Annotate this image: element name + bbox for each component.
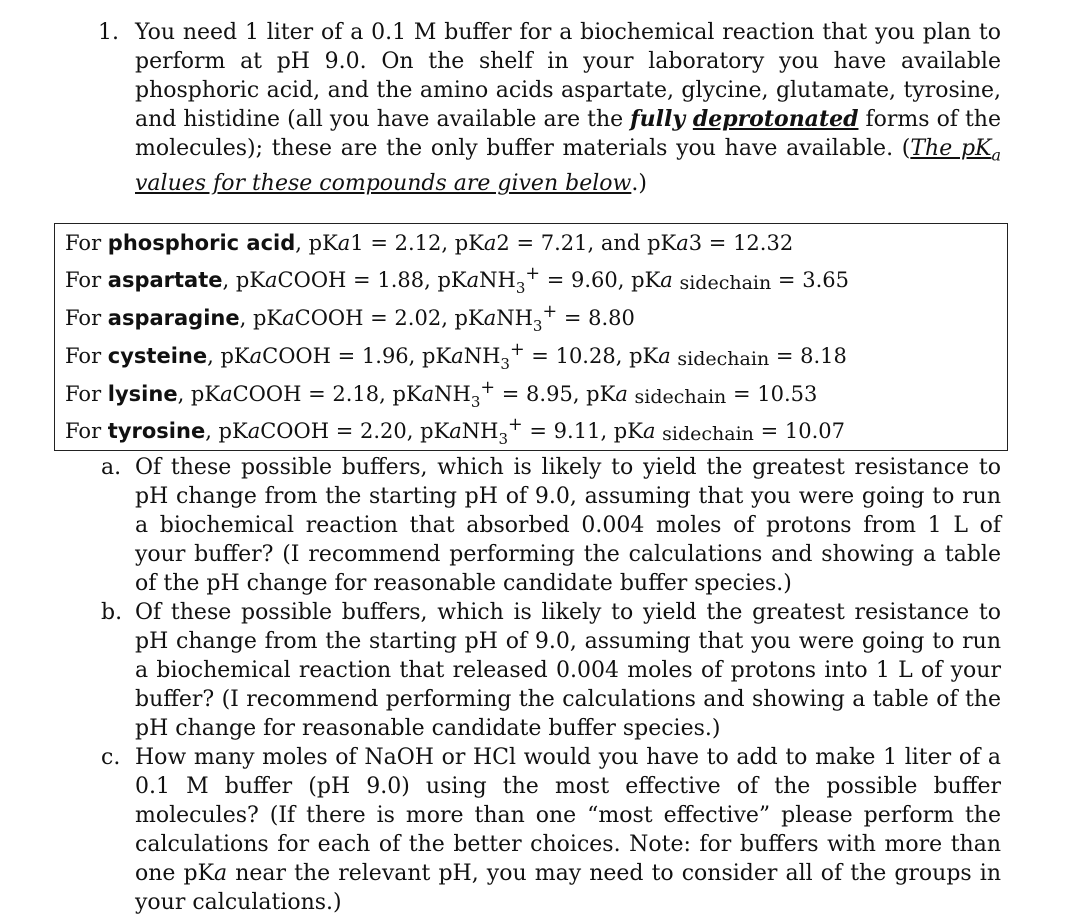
pka2-value: 7.21: [540, 231, 588, 255]
question-number: 1.: [98, 20, 119, 45]
pka-nh3-label: pKaNH$_3$+: [420, 415, 523, 448]
pka-row-aspartate: For aspartate, pKaCOOH = 1.88, pKaNH$_3$+ = 9.60, pKa sidechain = 3.65: [65, 264, 849, 297]
question-text-part-3: .): [631, 171, 647, 197]
pka-row-phosphoric-acid: For phosphoric acid, pKa1 = 2.12, pKa2 = 7.21, and pKa3 = 12.32: [65, 231, 794, 255]
part-c-text: How many moles of NaOH or HCl would you have to add to make 1 liter of a 0.1 M buffer (pH 9.0) using the most effective of the possible buffer molecules? (If there is more than one “most effective” please perform the calculations for each of the better choices. Note: for buffers with more than one pKa near the relevant pH, you may need to consider all of the groups in your calculations.): [135, 745, 1001, 915]
pka-cooh-label: pKaCOOH: [235, 268, 347, 292]
compound-phosphoric-acid: phosphoric acid: [107, 231, 296, 255]
pka-row-tyrosine: For tyrosine, pKaCOOH = 2.20, pKaNH$_3$+ = 9.11, pKa sidechain = 10.07: [65, 415, 845, 448]
pka-nh3-value: 10.28: [555, 344, 616, 368]
pka-cooh-value: 1.88: [377, 268, 425, 292]
question-text-part-1: You need 1 liter of a 0.1 M buffer for a biochemical reaction that you plan to perform at pH 9.0. On the shelf in your laboratory you have available phosphoric acid, and the amino acids aspartate, glycine, glutamate, tyrosine, and histidine (all you have available are the: [135, 20, 1001, 132]
pka2-label: pKa2: [454, 231, 510, 255]
pka-nh3-label: pKaNH$_3$+: [422, 340, 525, 373]
compound-lysine: lysine: [107, 382, 178, 406]
pka-row-lysine: For lysine, pKaCOOH = 2.18, pKaNH$_3$+ = 8.95, pKa sidechain = 10.53: [65, 378, 818, 411]
pka-row-asparagine: For asparagine, pKaCOOH = 2.02, pKaNH$_3$+ = 8.80: [65, 302, 635, 335]
pka-cooh-label: pKaCOOH: [220, 344, 331, 368]
pka3-value: 12.32: [733, 231, 794, 255]
question-text: [135, 18, 1001, 198]
pka-nh3-label: pKaNH$_3$+: [437, 264, 541, 297]
pka-sidechain-label: pKa sidechain: [631, 268, 772, 294]
pka-sidechain-value: 10.53: [757, 382, 818, 406]
pka-nh3-label: pKaNH$_3$+: [454, 302, 558, 335]
pka-cooh-label: pKaCOOH: [190, 382, 302, 406]
pka-cooh-label: pKaCOOH: [218, 419, 330, 443]
part-b-letter: b.: [101, 600, 123, 625]
pka-cooh-label: pKaCOOH: [252, 306, 364, 330]
pka-reference-link: The $pK_a$ values for these compounds are given below: [135, 136, 1002, 197]
pka-cooh-value: 2.20: [360, 419, 407, 443]
pka-sidechain-value: 10.07: [784, 419, 845, 443]
pka-nh3-label: pKaNH$_3$+: [392, 378, 496, 411]
pka-nh3-value: 9.11: [553, 419, 601, 443]
emphasis-fully: fully: [630, 106, 686, 132]
pka-nh3-value: 9.60: [571, 268, 618, 292]
question-text-part-2: forms of the molecules); these are the only buffer materials you have available. (: [135, 107, 1001, 161]
pka-nh3-value: 8.80: [588, 306, 635, 330]
pka-sidechain-value: 3.65: [802, 268, 849, 292]
pka1-label: pKa1: [308, 231, 364, 255]
emphasis-deprotonated: deprotonated: [692, 106, 859, 132]
compound-asparagine: asparagine: [107, 306, 240, 330]
part-c-letter: c.: [101, 745, 121, 770]
compound-cysteine: cysteine: [107, 344, 208, 368]
part-b-text: Of these possible buffers, which is likely to yield the greatest resistance to pH change from the starting pH of 9.0, assuming that you were going to run a biochemical reaction that released 0.004 moles of protons into 1 L of your buffer? (I recommend performing the calculations and showing a table of the pH change for reasonable candidate buffer species.): [135, 600, 1001, 741]
pka-sidechain-label: pKa sidechain: [586, 382, 727, 408]
pka3-label: pKa3: [647, 231, 703, 255]
pka-sidechain-value: 8.18: [800, 344, 847, 368]
part-a-letter: a.: [101, 455, 122, 480]
pka-sidechain-label: pKa sidechain: [613, 419, 754, 445]
pka1-value: 2.12: [394, 231, 442, 255]
pka-nh3-value: 8.95: [526, 382, 573, 406]
compound-aspartate: aspartate: [107, 268, 223, 292]
pka-cooh-value: 2.02: [394, 306, 442, 330]
pka-table-box: [54, 223, 1008, 451]
pka-sidechain-label: pKa sidechain: [629, 344, 770, 370]
compound-tyrosine: tyrosine: [107, 419, 206, 443]
part-a-text: Of these possible buffers, which is likely to yield the greatest resistance to pH change from the starting pH of 9.0, assuming that you were going to run a biochemical reaction that absorbed 0.004 moles of protons from 1 L of your buffer? (I recommend performing the calculations and showing a table of the pH change for reasonable candidate buffer species.): [135, 455, 1001, 596]
pka-cooh-value: 2.18: [332, 382, 380, 406]
pka-cooh-value: 1.96: [361, 344, 409, 368]
pka-row-cysteine: For cysteine, pKaCOOH = 1.96, pKaNH$_3$+ = 10.28, pKa sidechain = 8.18: [65, 340, 847, 373]
